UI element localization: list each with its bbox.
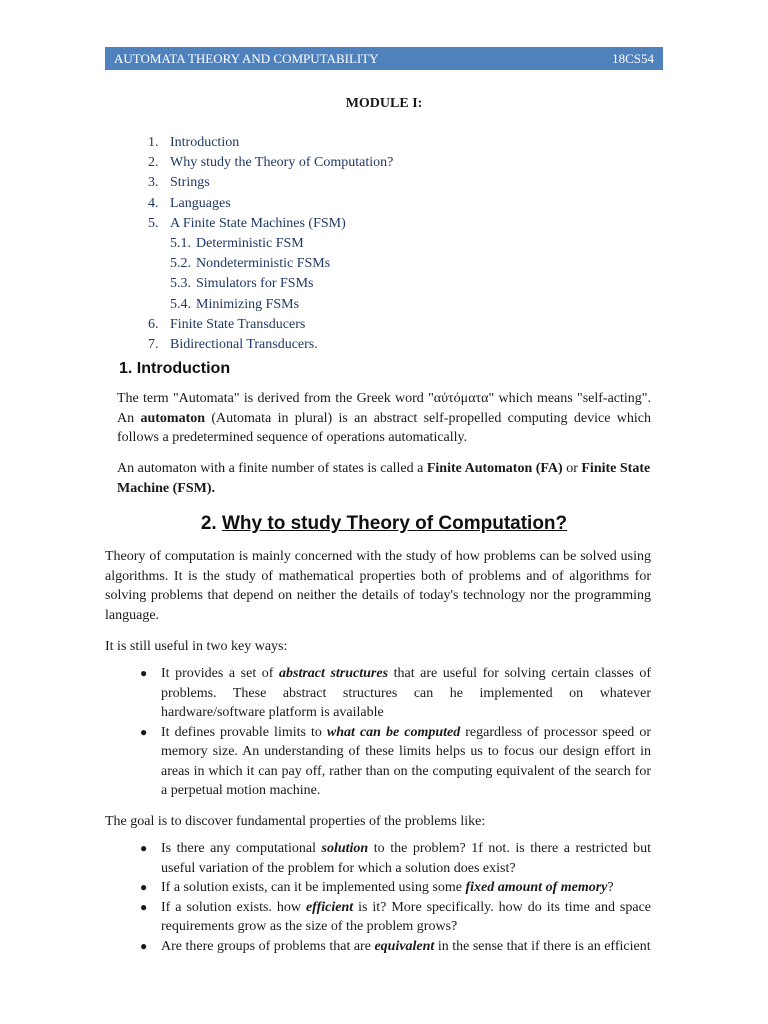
list-item: ● It provides a set of abstract structures that are useful for solving certain classes of problems. These abstract structures can he implemented on whatever hardware/software platform is available [140,666,651,720]
key-ways-list [140,664,651,801]
list-item: ● If a solution exists. how efficient is it? More specifically. how do its time and space requirements grow as the size of the problem grows? [140,899,652,934]
table-of-contents [148,133,393,355]
header-course-code: 18CS54 [612,51,654,66]
list-item: ● It defines provable limits to what can be computed regardless of processor speed or memory size. An understanding of these limits helps us to focus our design effort in areas in which it can pay off, rather than on the computing equivalent of the search for a perpetual motion machine. [140,724,651,798]
toc-subitem: 5.3. Simulators for FSMs [170,276,314,292]
header-title: AUTOMATA THEORY AND COMPUTABILITY [114,51,379,66]
toc-item: 3. Strings [148,175,210,191]
intro-paragraph-1: The term "Automata" is derived from the Greek word "αὐτόματα" which means "self-acting". An automaton (Automata in plural) is an abstract self-propelled computing device which follows a predetermined sequence of operations automatically. [117,391,651,445]
list-item: ● If a solution exists, can it be implemented using some fixed amount of memory? [140,880,614,895]
list-item: ● Are there groups of problems that are equivalent in the sense that if there is an efficient [140,938,651,954]
module-title: MODULE I: [345,96,423,111]
toc-item: 7. Bidirectional Transducers. [148,336,318,352]
toc-item: 2. Why study the Theory of Computation? [148,155,394,171]
page-header [105,47,663,70]
section-1-heading: 1. Introduction [119,360,231,377]
toc-subitem: 5.4. Minimizing FSMs [170,296,300,312]
toc-item: 1. Introduction [148,135,240,150]
section-2-paragraph-2: It is still useful in two key ways: [105,639,288,654]
toc-item: 4. Languages [148,195,231,211]
intro-paragraph-2: An automaton with a finite number of states is called a Finite Automaton (FA) or Finite State Machine (FSM). [117,461,651,496]
section-2-paragraph-3: The goal is to discover fundamental properties of the problems like: [105,814,486,829]
toc-item: 5. A Finite State Machines (FSM) [148,215,346,231]
list-item: ● Is there any computational solution to the problem? 1f not. is there a restricted but useful variation of the problem for which a solution does exist? [140,841,651,876]
section-2-paragraph-1: Theory of computation is mainly concerned with the study of how problems can be solved using algorithms. It is the study of mathematical properties both of problems and of algorithms for solving problems that depend on neither the details of today's technology nor the programming language. [105,549,651,623]
toc-subitem: 5.1. Deterministic FSM [170,235,304,251]
section-2-heading: 2. Why to study Theory of Computation? [200,513,568,534]
goals-list [140,839,651,956]
toc-subitem: 5.2. Nondeterministic FSMs [170,256,331,272]
toc-item: 6. Finite State Transducers [148,316,306,332]
